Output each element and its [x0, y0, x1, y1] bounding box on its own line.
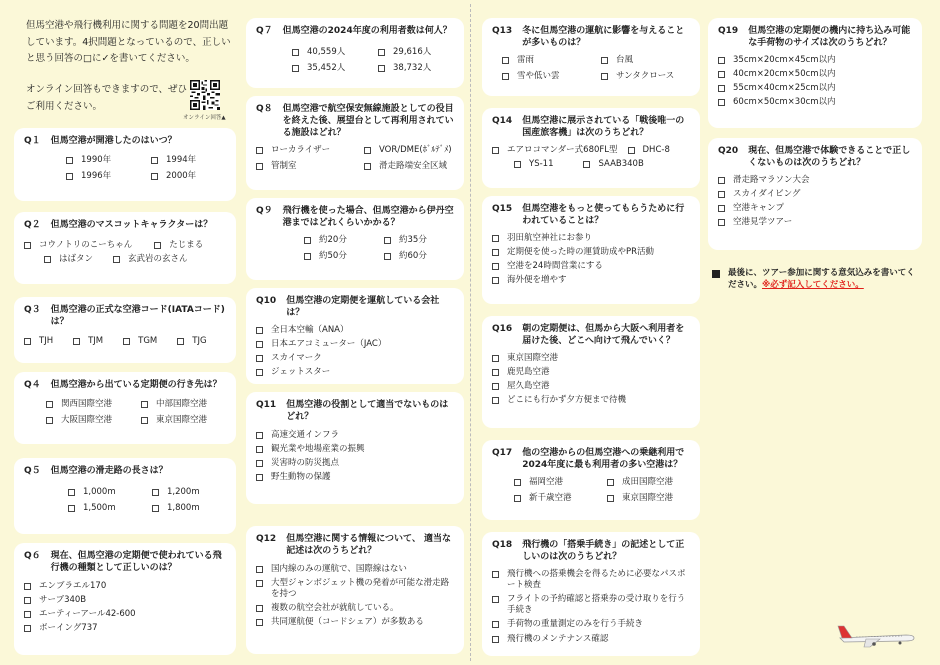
qr-code-icon[interactable] [190, 80, 220, 110]
checkbox[interactable] [492, 263, 499, 270]
option-29616[interactable]: 29,616人 [378, 47, 454, 58]
option-tokyo-intl[interactable]: 東京国際空港 [607, 493, 690, 504]
option-osaka[interactable]: 大阪国際空港 [46, 415, 131, 426]
online-answer-text: オンライン回答もできますので、ぜひご利用ください。 [26, 84, 188, 112]
question-text: 現在、但馬空港の定期便で使われている飛行機の種類として正しいのは？ [50, 551, 222, 574]
option-kagoshima[interactable]: 鹿児島空港 [492, 367, 690, 378]
option-saab[interactable]: サーブ340B [24, 595, 226, 606]
question-card-q3 [14, 297, 236, 363]
checkbox[interactable] [718, 57, 725, 64]
option-tajimaru[interactable]: たじまる [154, 240, 203, 251]
question-number: Q18 [492, 540, 513, 550]
qr-caption: オンライン回答▲ [183, 115, 226, 121]
checkbox[interactable] [718, 85, 725, 92]
question-card-q17 [482, 440, 700, 520]
question-text: 冬に但馬空港の運航に影響を与えることが多いものは？ [522, 26, 685, 49]
checkbox[interactable] [292, 65, 299, 72]
option-1996[interactable]: 1996年 [66, 171, 141, 182]
checkbox[interactable] [601, 57, 608, 64]
option-ana[interactable]: 全日本空輸（ANA） [256, 325, 454, 336]
option-2000[interactable]: 2000年 [151, 171, 226, 182]
option-size-40[interactable]: 40cm×20cm×50cm以内 [718, 69, 912, 80]
option-tourism[interactable]: 観光業や地場産業の振興 [256, 444, 454, 455]
question-card-q4 [14, 372, 236, 444]
option-jac[interactable]: 日本エアコミューター（JAC） [256, 339, 454, 350]
checkbox[interactable] [152, 505, 159, 512]
checkbox[interactable] [73, 338, 80, 345]
question-card-q2 [14, 212, 236, 284]
checkbox[interactable] [502, 57, 509, 64]
option-dhc8[interactable]: DHC-8 [628, 145, 670, 156]
checkbox[interactable] [718, 99, 725, 106]
checkbox[interactable] [502, 73, 509, 80]
question-card-q9 [246, 198, 464, 280]
option-40559[interactable]: 40,559人 [292, 47, 368, 58]
option-typhoon[interactable]: 台風 [601, 55, 690, 66]
column-divider [470, 4, 471, 661]
question-text: 朝の定期便は、但馬から大阪へ利用者を届けた後、どこへ向けて飛んでいく？ [522, 324, 685, 347]
checkbox[interactable] [24, 597, 31, 604]
question-card-q14 [482, 108, 700, 188]
final-comment-prompt: 最後に、ツアー参加に関する意気込みを書いてください。 [728, 268, 915, 290]
question-card-q12 [246, 526, 464, 654]
option-resa[interactable]: 滑走路端安全区域 [364, 161, 454, 172]
question-number: Q17 [492, 448, 513, 458]
option-control-room[interactable]: 管制室 [256, 161, 364, 172]
question-text: 但馬空港の定期便の機内に持ち込み可能な手荷物のサイズは次のうちどれ？ [748, 26, 911, 49]
checkbox[interactable] [46, 417, 53, 424]
option-ys11[interactable]: YS-11 [514, 159, 553, 170]
question-text: 但馬空港をもっと使ってもらうために行われていることは？ [522, 204, 685, 227]
checkbox[interactable] [151, 173, 158, 180]
checkbox[interactable] [492, 383, 499, 390]
option-shrine[interactable]: 羽田航空神社にお参り [492, 233, 690, 244]
question-number: Q11 [256, 400, 277, 410]
final-comment-section [712, 268, 917, 292]
question-number: Q12 [256, 534, 277, 544]
option-tjh[interactable]: TJH [24, 336, 53, 347]
checkbox[interactable] [24, 242, 31, 249]
question-number: Q20 [718, 146, 739, 156]
option-1994[interactable]: 1994年 [151, 155, 226, 166]
question-text: 但馬空港の正式な空港コード(IATAコード)は？ [50, 305, 225, 328]
question-card-q8 [246, 96, 464, 190]
option-baggage-weight[interactable]: 手荷物の重量測定のみを行う手続き [492, 619, 690, 630]
question-card-q15 [482, 196, 700, 304]
option-1990[interactable]: 1990年 [66, 155, 141, 166]
option-skydiving[interactable]: スカイダイビング [718, 189, 912, 200]
checkbox[interactable] [378, 49, 385, 56]
checkbox[interactable] [68, 489, 75, 496]
question-number: Q９ [256, 206, 273, 216]
checkbox[interactable] [154, 242, 161, 249]
checkbox[interactable] [718, 205, 725, 212]
checkbox[interactable] [304, 253, 311, 260]
option-jetstar[interactable]: ジェットスター [256, 367, 454, 378]
checkbox[interactable] [141, 401, 148, 408]
question-text: 但馬空港に展示されている「戦後唯一の国産旅客機」は次のうちどれ？ [522, 116, 685, 139]
option-marathon[interactable]: 滑走路マラソン大会 [718, 175, 912, 186]
checkbox[interactable] [24, 338, 31, 345]
checkbox[interactable] [492, 621, 499, 628]
question-card-q16 [482, 316, 700, 428]
question-text: 飛行機を使った場合、但馬空港から伊丹空港まではどれくらいかかる？ [282, 206, 454, 229]
checkbox[interactable] [718, 191, 725, 198]
checkbox[interactable] [24, 583, 31, 590]
option-size-55[interactable]: 55cm×40cm×25cm以内 [718, 83, 912, 94]
checkbox[interactable] [256, 460, 263, 467]
question-text: 但馬空港に関する情報について、 適当な記述は次のうちどれ？ [286, 534, 451, 557]
question-text: 他の空港からの但馬空港への乗継利用で2024年度に最も利用者の多い空港は？ [522, 448, 685, 471]
checkbox[interactable] [492, 369, 499, 376]
option-haneda[interactable]: 東京国際空港 [492, 353, 690, 364]
option-jumbo[interactable]: 大型ジャンボジェット機の発着が可能な滑走路を持つ [256, 578, 454, 600]
checkbox[interactable] [492, 147, 499, 154]
question-card-q20 [708, 138, 922, 250]
option-size-60[interactable]: 60cm×50cm×30cm以内 [718, 97, 912, 108]
question-card-q18 [482, 532, 700, 656]
intro-text: 但馬空港や飛行機利用に関する問題を20問出題しています。4択問題となっているので、正しいと思う回答の□に✓を書いてください。 [26, 20, 231, 65]
option-tjm[interactable]: TJM [73, 336, 103, 347]
option-multiple-airlines[interactable]: 複数の航空会社が就航している。 [256, 603, 454, 614]
option-codeshare[interactable]: 共同運航便（コードシェア）が多数ある [256, 617, 454, 628]
checkbox[interactable] [256, 341, 263, 348]
question-text: 但馬空港の定期便を運航している会社は？ [286, 296, 440, 319]
checkbox[interactable] [152, 489, 159, 496]
checkbox[interactable] [304, 237, 311, 244]
option-habatan[interactable]: はばタン [44, 254, 93, 265]
checkbox[interactable] [66, 157, 73, 164]
checkbox[interactable] [256, 369, 263, 376]
checkbox[interactable] [492, 636, 499, 643]
checkbox[interactable] [492, 355, 499, 362]
option-domestic-only[interactable]: 国内線のみの運航で、国際線はない [256, 564, 454, 575]
option-tjg[interactable]: TJG [177, 336, 206, 347]
question-card-q6 [14, 543, 236, 655]
checkbox[interactable] [256, 327, 263, 334]
option-atr[interactable]: エーティーアール42-600 [24, 609, 226, 620]
question-number: Q16 [492, 324, 513, 334]
option-infra[interactable]: 高速交通インフラ [256, 430, 454, 441]
checkbox[interactable] [24, 625, 31, 632]
question-card-q7 [246, 18, 464, 88]
option-24h[interactable]: 空港を24時間営業にする [492, 261, 690, 272]
checkbox[interactable] [718, 219, 725, 226]
checkbox[interactable] [492, 277, 499, 284]
question-text: 但馬空港の役割として適当でないものはどれ？ [286, 400, 449, 423]
question-text: 但馬空港で航空保安無線施設としての役目を終えた後、展望台として再利用されている施設はどれ？ [282, 104, 454, 139]
option-gensan[interactable]: 玄武岩の玄さん [113, 254, 188, 265]
question-number: Q13 [492, 26, 513, 36]
question-card-q13 [482, 18, 700, 96]
question-number: Q19 [718, 26, 739, 36]
option-skymark[interactable]: スカイマーク [256, 353, 454, 364]
question-card-q11 [246, 392, 464, 504]
option-size-35[interactable]: 35cm×20cm×45cm以内 [718, 55, 912, 66]
option-narita[interactable]: 成田国際空港 [607, 477, 690, 488]
checkbox[interactable] [177, 338, 184, 345]
checkbox[interactable] [24, 611, 31, 618]
option-camp[interactable]: 空港キャンプ [718, 203, 912, 214]
question-number: Q２ [24, 220, 41, 230]
option-1200m[interactable]: 1,200m [152, 487, 226, 498]
option-passport[interactable]: 飛行機への搭乗機会を得るために必要なパスポート検査 [492, 569, 690, 591]
option-standby[interactable]: どこにも行かず夕方便まで待機 [492, 395, 690, 406]
checkbox[interactable] [113, 256, 120, 263]
checkbox[interactable] [256, 580, 263, 587]
option-international[interactable]: 海外便を増やす [492, 275, 690, 286]
option-1000m[interactable]: 1,000m [68, 487, 142, 498]
question-card-q10 [246, 288, 464, 384]
question-number: Q10 [256, 296, 277, 306]
option-chubu[interactable]: 中部国際空港 [141, 399, 226, 410]
checkbox[interactable] [256, 474, 263, 481]
checkbox[interactable] [607, 479, 614, 486]
question-number: Q３ [24, 305, 41, 315]
question-text: 但馬空港の滑走路の長さは？ [50, 466, 168, 476]
option-38732[interactable]: 38,732人 [378, 63, 454, 74]
checkbox[interactable] [68, 505, 75, 512]
square-bullet-icon [712, 270, 720, 278]
option-subsidy[interactable]: 定期便を使った時の運賃助成やPR活動 [492, 247, 690, 258]
checkbox[interactable] [66, 173, 73, 180]
option-kansai[interactable]: 関西国際空港 [46, 399, 131, 410]
checkbox[interactable] [514, 495, 521, 502]
required-notice: ※必ず記入してください。 [762, 279, 864, 290]
checkbox[interactable] [364, 147, 371, 154]
checkbox[interactable] [628, 147, 635, 154]
question-number: Q５ [24, 466, 41, 476]
question-card-q19 [708, 18, 922, 128]
question-card-q5 [14, 458, 236, 534]
checkbox[interactable] [256, 605, 263, 612]
option-tokyo[interactable]: 東京国際空港 [141, 415, 226, 426]
checkbox[interactable] [384, 237, 391, 244]
checkbox[interactable] [492, 397, 499, 404]
checkbox[interactable] [718, 177, 725, 184]
question-number: Q７ [256, 26, 273, 36]
checkbox[interactable] [256, 566, 263, 573]
option-tgm[interactable]: TGM [123, 336, 157, 347]
option-santa[interactable]: サンタクロース [601, 71, 690, 82]
option-maintenance[interactable]: 飛行機のメンテナンス確認 [492, 634, 690, 645]
checkbox[interactable] [514, 479, 521, 486]
option-embraer[interactable]: エンブラエル170 [24, 581, 226, 592]
option-tour[interactable]: 空港見学ツアー [718, 217, 912, 228]
question-text: 但馬空港から出ている定期便の行き先は？ [50, 380, 222, 390]
option-saab340b[interactable]: SAAB340B [583, 159, 643, 170]
option-50min[interactable]: 約50分 [304, 251, 374, 262]
option-aero-commander[interactable]: エアロコマンダー式680FL型 [492, 145, 618, 156]
checkbox[interactable] [492, 249, 499, 256]
option-vordme[interactable]: VOR/DME(ﾎﾞﾙﾃﾞﾒ) [364, 145, 454, 156]
checkbox[interactable] [123, 338, 130, 345]
checkbox[interactable] [256, 619, 263, 626]
question-number: Q14 [492, 116, 513, 126]
checkbox[interactable] [292, 49, 299, 56]
checkbox[interactable] [607, 495, 614, 502]
option-checkin[interactable]: フライトの予約確認と搭乗券の受け取りを行う手続き [492, 594, 690, 616]
checkbox[interactable] [256, 147, 263, 154]
question-text: 但馬空港の2024年度の利用者数は何人？ [282, 26, 452, 36]
option-new-chitose[interactable]: 新千歳空港 [514, 493, 597, 504]
question-text: 但馬空港が開港したのはいつ？ [50, 136, 177, 146]
checkbox[interactable] [378, 65, 385, 72]
option-wildlife[interactable]: 野生動物の保護 [256, 472, 454, 483]
airplane-icon [836, 620, 916, 652]
checkbox[interactable] [601, 73, 608, 80]
checkbox[interactable] [256, 355, 263, 362]
checkbox[interactable] [364, 163, 371, 170]
question-card-q1 [14, 128, 236, 201]
checkbox[interactable] [514, 161, 521, 168]
option-fukuoka[interactable]: 福岡空港 [514, 477, 597, 488]
option-thunderstorm[interactable]: 雷雨 [502, 55, 591, 66]
checkbox[interactable] [492, 596, 499, 603]
checkbox[interactable] [151, 157, 158, 164]
question-text: 但馬空港のマスコットキャラクターは？ [50, 220, 213, 230]
question-number: Q６ [24, 551, 41, 561]
checkbox[interactable] [256, 163, 263, 170]
checkbox[interactable] [141, 417, 148, 424]
option-35452[interactable]: 35,452人 [292, 63, 368, 74]
question-number: Q15 [492, 204, 513, 214]
question-text: 現在、但馬空港で体験できることで正しくないものは次のうちどれ？ [748, 146, 911, 169]
option-60min[interactable]: 約60分 [384, 251, 454, 262]
option-35min[interactable]: 約35分 [384, 235, 454, 246]
checkbox[interactable] [492, 571, 499, 578]
option-boeing[interactable]: ボーイング737 [24, 623, 226, 634]
checkbox[interactable] [256, 432, 263, 439]
option-disaster[interactable]: 災害時の防災拠点 [256, 458, 454, 469]
question-number: Q４ [24, 380, 41, 390]
option-20min[interactable]: 約20分 [304, 235, 374, 246]
checkbox[interactable] [256, 446, 263, 453]
question-number: Q１ [24, 136, 41, 146]
question-text: 飛行機の「搭乗手続き」の記述として正しいのは次のうちどれ？ [522, 540, 685, 563]
checkbox[interactable] [384, 253, 391, 260]
checkbox[interactable] [44, 256, 51, 263]
option-snow[interactable]: 雪や低い雲 [502, 71, 591, 82]
question-number: Q８ [256, 104, 273, 114]
checkbox[interactable] [718, 71, 725, 78]
checkbox[interactable] [583, 161, 590, 168]
checkbox[interactable] [492, 235, 499, 242]
option-kochan[interactable]: コウノトリのこーちゃん [24, 240, 132, 251]
option-localizer[interactable]: ローカライザー [256, 145, 364, 156]
option-1800m[interactable]: 1,800m [152, 503, 226, 514]
option-yakushima[interactable]: 屋久島空港 [492, 381, 690, 392]
checkbox[interactable] [46, 401, 53, 408]
option-1500m[interactable]: 1,500m [68, 503, 142, 514]
